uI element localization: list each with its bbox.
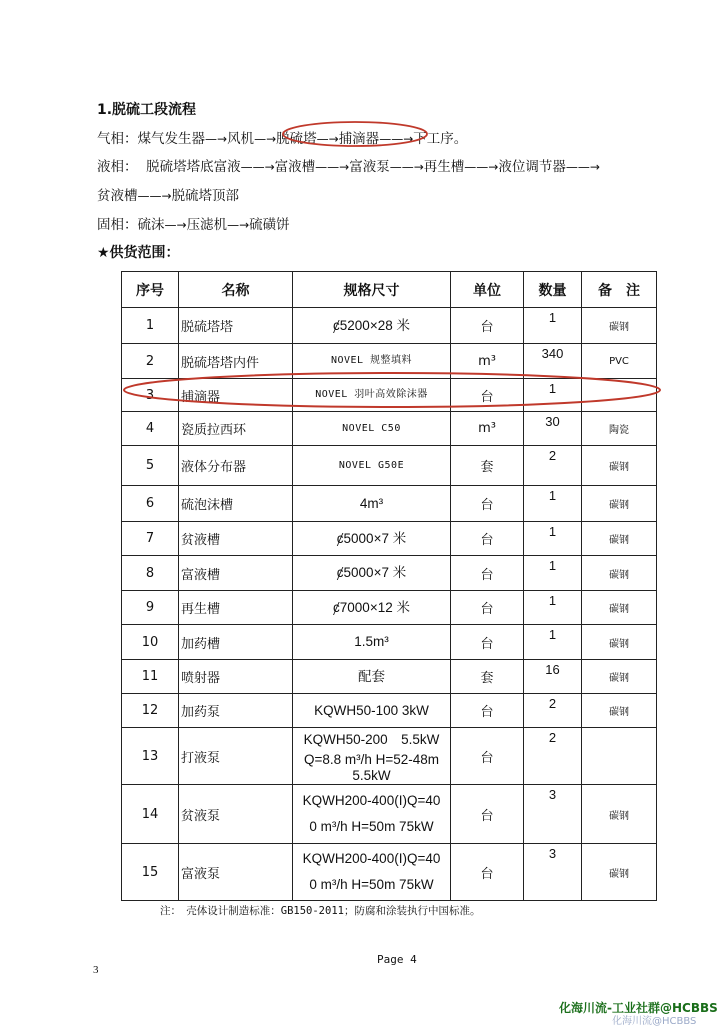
table-row [122, 694, 657, 728]
arrow-icon: —→ [205, 132, 228, 146]
cell-qty: 2 [524, 446, 582, 486]
cell-qty: 1 [524, 486, 582, 522]
spec-line: 0 m³/h H=50m 75kW [309, 819, 434, 834]
cell-spec: NOVEL 羽叶高效除沫器 [293, 379, 451, 412]
cell-unit: 套 [451, 660, 524, 694]
cell-qty: 1 [524, 625, 582, 660]
header-spec: 规格尺寸 [293, 272, 451, 308]
cell-no: 15 [122, 844, 179, 901]
cell-spec [293, 844, 451, 901]
cell-unit: 台 [451, 694, 524, 728]
cell-no: 3 [122, 379, 179, 412]
cell-unit: m³ [451, 412, 524, 446]
cell-remark: 碳钢 [582, 591, 657, 625]
cell-unit: 台 [451, 308, 524, 344]
header-unit: 单位 [451, 272, 524, 308]
cell-qty: 2 [524, 694, 582, 728]
cell-spec [293, 728, 451, 785]
liquid-flow-line-1 [97, 155, 600, 175]
table-row [122, 412, 657, 446]
cell-unit: 台 [451, 379, 524, 412]
cell-no: 12 [122, 694, 179, 728]
cell-unit: 台 [451, 522, 524, 556]
cell-unit: 台 [451, 591, 524, 625]
watermark-line-2: 化海川流@HCBBS [612, 1016, 697, 1027]
table-row [122, 844, 657, 901]
cell-name: 瓷质拉西环 [179, 412, 293, 446]
cell-remark: 碳钢 [582, 522, 657, 556]
cell-spec: ȼ5200×28 米 [293, 308, 451, 344]
arrow-icon: ——→ [565, 160, 600, 174]
cell-spec: ȼ7000×12 米 [293, 591, 451, 625]
gas-step-3: 脱硫塔 [276, 131, 317, 147]
cell-unit: 台 [451, 785, 524, 844]
arrow-icon: —→ [164, 218, 187, 232]
cell-name: 硫泡沫槽 [179, 486, 293, 522]
table-row [122, 556, 657, 591]
side-number: 3 [93, 964, 99, 976]
gas-step-4: 捕滴器 [338, 131, 380, 147]
gas-step-2: 风机 [227, 131, 255, 147]
liquid-step-2: 富液槽 [274, 159, 316, 175]
cell-no: 9 [122, 591, 179, 625]
liquid-step-7: 脱硫塔顶部 [171, 188, 240, 204]
spec-line: 0 m³/h H=50m 75kW [309, 877, 434, 892]
cell-qty: 2 [524, 728, 582, 785]
cell-name: 再生槽 [179, 591, 293, 625]
cell-spec: 4m³ [293, 486, 451, 522]
liquid-flow-line-2 [97, 184, 239, 204]
cell-spec: NOVEL C50 [293, 412, 451, 446]
table-row [122, 308, 657, 344]
cell-qty: 1 [524, 522, 582, 556]
spec-line: Q=8.8 m³/h H=52-48m [303, 752, 440, 767]
arrow-icon: ——→ [315, 160, 350, 174]
cell-unit: m³ [451, 344, 524, 379]
header-name: 名称 [179, 272, 293, 308]
cell-unit: 套 [451, 446, 524, 486]
cell-name: 液体分布器 [179, 446, 293, 486]
liquid-step-4: 再生槽 [423, 159, 465, 175]
cell-qty: 1 [524, 308, 582, 344]
cell-remark: 碳钢 [582, 660, 657, 694]
cell-unit: 台 [451, 486, 524, 522]
cell-no: 2 [122, 344, 179, 379]
cell-name: 贫液泵 [179, 785, 293, 844]
cell-remark: PVC [582, 344, 657, 379]
solid-flow-line [97, 213, 290, 233]
table-row [122, 446, 657, 486]
cell-qty: 3 [524, 785, 582, 844]
cell-qty: 1 [524, 556, 582, 591]
spec-line: KQWH50-200 5.5kW [303, 732, 440, 747]
footnote: 注： 壳体设计制造标准：GB150-2011；防腐和涂装执行中国标准。 [160, 905, 481, 917]
cell-name: 贫液槽 [179, 522, 293, 556]
solid-flow-prefix: 固相： [97, 217, 138, 233]
cell-spec: ȼ5000×7 米 [293, 522, 451, 556]
cell-no: 13 [122, 728, 179, 785]
cell-qty: 1 [524, 379, 582, 412]
table-header-row [122, 272, 657, 308]
cell-remark [582, 728, 657, 785]
table-row [122, 728, 657, 785]
header-qty: 数量 [524, 272, 582, 308]
equipment-table [121, 271, 657, 901]
gas-flow-line [97, 127, 467, 147]
cell-remark: 碳钢 [582, 785, 657, 844]
cell-name: 喷射器 [179, 660, 293, 694]
solid-step-3: 硫磺饼 [249, 217, 290, 233]
cell-spec: 1.5m³ [293, 625, 451, 660]
liquid-step-1: 脱硫塔塔底富液 [146, 159, 241, 175]
cell-name: 脱硫塔塔 [179, 308, 293, 344]
cell-remark: 碳钢 [582, 446, 657, 486]
arrow-icon: ——→ [389, 160, 424, 174]
header-remark: 备 注 [582, 272, 657, 308]
arrow-icon: —→ [316, 132, 339, 146]
cell-name: 加药槽 [179, 625, 293, 660]
spec-line: 5.5kW [352, 768, 391, 783]
cell-no: 10 [122, 625, 179, 660]
cell-spec: NOVEL G50E [293, 446, 451, 486]
cell-spec [293, 785, 451, 844]
cell-no: 6 [122, 486, 179, 522]
table-row [122, 591, 657, 625]
cell-no: 5 [122, 446, 179, 486]
supply-scope-title: ★供货范围： [97, 245, 180, 261]
cell-unit: 台 [451, 556, 524, 591]
gas-step-1: 煤气发生器 [137, 131, 205, 147]
cell-no: 11 [122, 660, 179, 694]
liquid-step-5: 液位调节器 [498, 159, 566, 175]
cell-remark: 碳钢 [582, 844, 657, 901]
spec-line: KQWH200-400(I)Q=40 [302, 851, 441, 866]
gas-step-5: 下工序。 [413, 131, 468, 147]
arrow-icon: ——→ [464, 160, 499, 174]
arrow-icon: ——→ [240, 160, 275, 174]
page-label: Page 4 [377, 953, 417, 966]
cell-name: 加药泵 [179, 694, 293, 728]
cell-remark: 碳钢 [582, 625, 657, 660]
cell-qty: 3 [524, 844, 582, 901]
cell-spec: NOVEL 规整填料 [293, 344, 451, 379]
table-row [122, 344, 657, 379]
cell-remark: 陶瓷 [582, 412, 657, 446]
cell-remark [582, 379, 657, 412]
cell-unit: 台 [451, 844, 524, 901]
cell-no: 7 [122, 522, 179, 556]
cell-name: 打液泵 [179, 728, 293, 785]
cell-name: 富液槽 [179, 556, 293, 591]
cell-no: 4 [122, 412, 179, 446]
cell-qty: 340 [524, 344, 582, 379]
table-row [122, 785, 657, 844]
cell-qty: 1 [524, 591, 582, 625]
arrow-icon: —→ [254, 132, 277, 146]
arrow-icon: —→ [227, 218, 250, 232]
liquid-step-6: 贫液槽 [97, 188, 138, 204]
cell-no: 1 [122, 308, 179, 344]
header-no: 序号 [122, 272, 179, 308]
solid-step-1: 硫沫 [137, 217, 165, 233]
cell-remark: 碳钢 [582, 556, 657, 591]
cell-unit: 台 [451, 728, 524, 785]
cell-no: 14 [122, 785, 179, 844]
solid-step-2: 压滤机 [186, 217, 228, 233]
liquid-step-3: 富液泵 [349, 159, 390, 175]
cell-spec: ȼ5000×7 米 [293, 556, 451, 591]
cell-spec: KQWH50-100 3kW [293, 694, 451, 728]
table-row [122, 660, 657, 694]
spec-line: KQWH200-400(I)Q=40 [302, 793, 441, 808]
cell-qty: 16 [524, 660, 582, 694]
section-title: 1.脱硫工段流程 [97, 102, 197, 118]
cell-remark: 碳钢 [582, 486, 657, 522]
cell-remark: 碳钢 [582, 694, 657, 728]
table-row [122, 486, 657, 522]
cell-spec: 配套 [293, 660, 451, 694]
watermark-line-1: 化海川流-工业社群@HCBBS [559, 1001, 718, 1015]
table-row [122, 379, 657, 412]
cell-remark: 碳钢 [582, 308, 657, 344]
cell-name: 脱硫塔塔内件 [179, 344, 293, 379]
table-row [122, 625, 657, 660]
liquid-flow-prefix: 液相： [97, 159, 138, 175]
table-row [122, 522, 657, 556]
arrow-icon: ——→ [379, 132, 414, 146]
gas-flow-prefix: 气相： [97, 131, 138, 147]
cell-unit: 台 [451, 625, 524, 660]
cell-name: 富液泵 [179, 844, 293, 901]
cell-no: 8 [122, 556, 179, 591]
arrow-icon: ——→ [137, 189, 172, 203]
cell-name: 捕滴器 [179, 379, 293, 412]
cell-qty: 30 [524, 412, 582, 446]
